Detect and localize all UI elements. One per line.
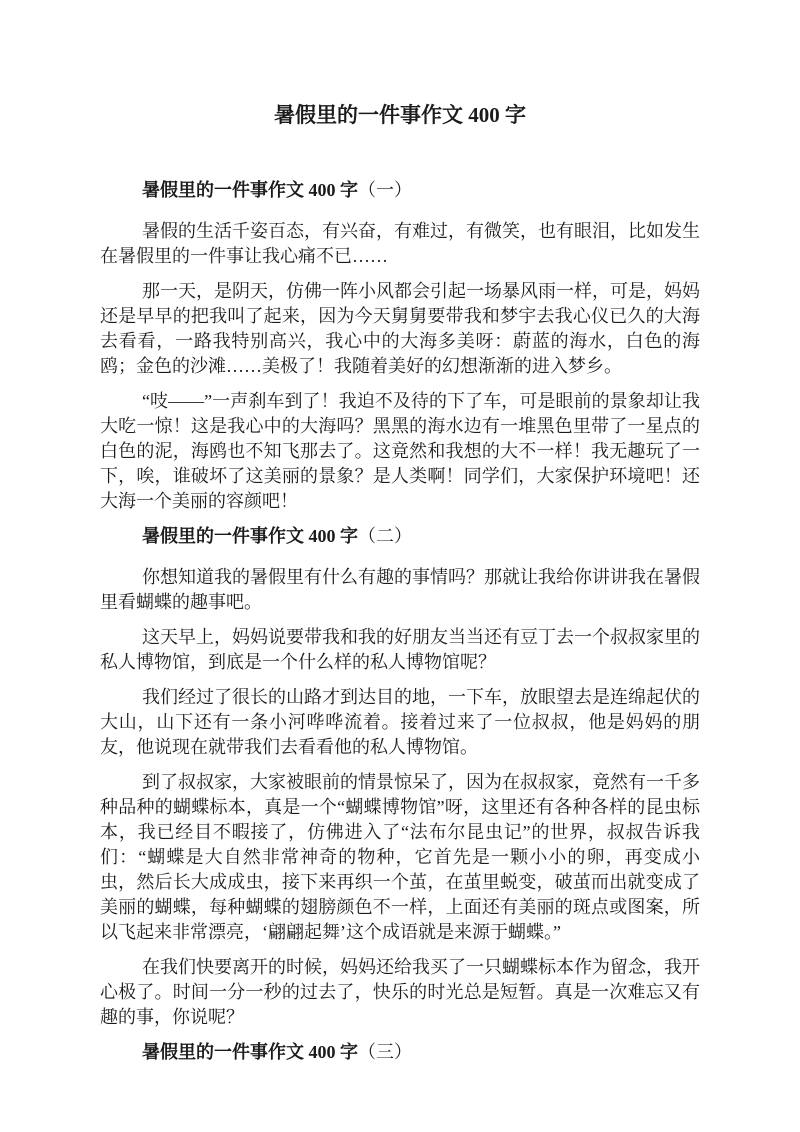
paragraph: 在我们快要离开的时候，妈妈还给我买了一只蝴蝶标本作为留念，我开心极了。时间一分一秒的过去了，快乐的时光总是短暂。真是一次难忘又有趣的事，你说呢？ (100, 957, 700, 1027)
paragraph: “吱——”一声刹车到了！我迫不及待的下了车，可是眼前的景象却让我大吃一惊！这是我心中的大海吗？黑黑的海水边有一堆黑色里带了一星点的白色的泥，海鸥也不知飞那去了。这竟然和我想的大不一样！我无趣玩了一下，唉，谁破坏了这美丽的景象？是人类啊！同学们，大家保护环境吧！还大海一个美丽的容颜吧！ (100, 391, 700, 511)
section-3-heading-text: 暑假里的一件事作文 400 字 (142, 1042, 358, 1062)
section-1-heading-text: 暑假里的一件事作文 400 字 (142, 180, 358, 200)
section-2-heading (100, 524, 700, 549)
section-2-heading-text: 暑假里的一件事作文 400 字 (142, 526, 358, 546)
section-2-heading-number: （二） (358, 526, 412, 546)
paragraph: 我们经过了很长的山路才到达目的地，一下车，放眼望去是连绵起伏的大山，山下还有一条小河哗哗流着。接着过来了一位叔叔，他是妈妈的朋友，他说现在就带我们去看看他的私人博物馆。 (100, 687, 700, 757)
document-title: 暑假里的一件事作文 400 字 (274, 103, 526, 127)
paragraph: 到了叔叔家，大家被眼前的情景惊呆了，因为在叔叔家，竟然有一千多种品种的蝴蝶标本，真是一个“蝴蝶博物馆”呀，这里还有各种各样的昆虫标本，我已经目不暇接了，仿佛进入了“法布尔昆虫记”的世界，叔叔告诉我们：“蝴蝶是大自然非常神奇的物种，它首先是一颗小小的卵，再变成小虫，然后长大成成虫，接下来再织一个茧，在茧里蜕变，破茧而出就变成了美丽的蝴蝶，每种蝴蝶的翅膀颜色不一样，上面还有美丽的斑点或图案，所以飞起来非常漂亮，‘翩翩起舞’这个成语就是来源于蝴蝶。” (100, 772, 700, 942)
paragraph: 这天早上，妈妈说要带我和我的好朋友当当还有豆丁去一个叔叔家里的私人博物馆，到底是一个什么样的私人博物馆呢？ (100, 627, 700, 672)
essay-section-2 (100, 524, 700, 1030)
section-3-heading-number: （三） (358, 1042, 412, 1062)
section-1-heading-number: （一） (358, 180, 412, 200)
paragraph: 那一天，是阴天，仿佛一阵小风都会引起一场暴风雨一样，可是，妈妈还是早早的把我叫了起来，因为今天舅舅要带我和梦宇去我心仪已久的大海去看看，一路我特别高兴，我心中的大海多美呀：蔚蓝的海水，白色的海鸥；金色的沙滩……美极了！我随着美好的幻想渐渐的进入梦乡。 (100, 281, 700, 376)
paragraph: 暑假的生活千姿百态，有兴奋，有难过，有微笑，也有眼泪，比如发生在暑假里的一件事让我心痛不已…… (100, 221, 700, 266)
paragraph: 你想知道我的暑假里有什么有趣的事情吗？那就让我给你讲讲我在暑假里看蝴蝶的趣事吧。 (100, 567, 700, 612)
essay-section-3 (100, 1040, 700, 1065)
section-3-heading (100, 1040, 700, 1065)
section-1-heading (100, 178, 700, 203)
essay-section-1 (100, 178, 700, 514)
